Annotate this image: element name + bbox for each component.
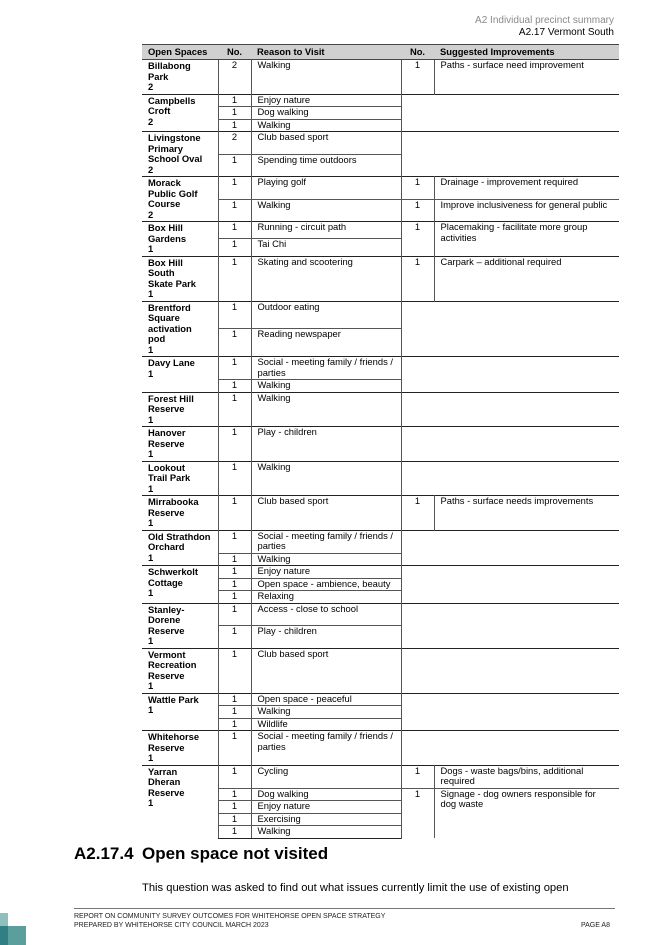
open-space-name-line: Reserve [148, 506, 185, 518]
reason-count: 1 [218, 392, 251, 427]
footer-divider [74, 908, 615, 909]
reason-text: Skating and scootering [251, 256, 401, 301]
open-space-name-line: Square [148, 312, 180, 323]
reason-count: 1 [218, 177, 251, 200]
reason-count: 1 [218, 706, 251, 719]
reason-count: 1 [218, 693, 251, 706]
reason-text: Reading newspaper [251, 329, 401, 357]
reason-count: 1 [218, 107, 251, 120]
reason-text: Walking [251, 461, 401, 496]
header-improvement-count: No. [401, 45, 434, 60]
open-space-name-line: Box Hill South [148, 256, 183, 278]
improvement-empty [401, 461, 619, 496]
reason-text: Walking [251, 199, 401, 222]
table-row [142, 731, 619, 766]
open-space-name-line: Whitehorse [148, 731, 200, 742]
footer-decoration [8, 926, 26, 945]
reason-count: 1 [218, 461, 251, 496]
open-space-name-line: Reserve [148, 624, 185, 636]
reason-text: Relaxing [251, 591, 401, 604]
reason-count: 1 [218, 199, 251, 222]
open-space-name-line: 1 [148, 448, 154, 459]
table-row [142, 648, 619, 693]
improvement-empty [401, 566, 619, 604]
improvement-count: 1 [401, 496, 434, 531]
open-space-name [142, 357, 218, 393]
table-row [142, 256, 619, 301]
improvement-text: Paths - surface need improvement [434, 60, 619, 95]
table-row [142, 222, 619, 239]
reason-count: 1 [218, 718, 251, 731]
open-space-name-line: Public Golf [148, 187, 198, 199]
reason-text: Walking [251, 60, 401, 95]
open-space-name [142, 461, 218, 496]
table-row [142, 177, 619, 200]
table-row [142, 60, 619, 95]
reason-count: 1 [218, 788, 251, 801]
reason-text: Social - meeting family / friends / parties [251, 357, 401, 380]
reason-count: 1 [218, 256, 251, 301]
open-space-name-line: Mirrabooka [148, 496, 199, 507]
page-number: PAGE A8 [580, 922, 610, 929]
improvement-empty [401, 357, 619, 393]
reason-text: Open space - peaceful [251, 693, 401, 706]
improvement-empty [401, 132, 619, 177]
open-space-name [142, 60, 218, 95]
open-space-name-line: Brentford [148, 301, 191, 313]
open-space-name [142, 731, 218, 766]
open-space-name-line: Livingstone [148, 132, 201, 143]
reason-count: 1 [218, 222, 251, 239]
reason-text: Open space - ambience, beauty [251, 578, 401, 591]
reason-text: Dog walking [251, 788, 401, 801]
open-space-name-line: Yarran Dheran [148, 765, 181, 787]
section-paragraph: This question was asked to find out what issues currently limit the use of existing open [142, 882, 569, 894]
header-reason: Reason to Visit [251, 45, 401, 60]
reason-text: Running - circuit path [251, 222, 401, 239]
open-space-name-line: Davy Lane [148, 357, 195, 368]
open-space-name-line: Reserve [148, 437, 185, 449]
table-row [142, 496, 619, 531]
open-space-name-line: activation pod [148, 322, 192, 344]
open-space-name-line: 1 [148, 797, 154, 808]
reason-count: 1 [218, 530, 251, 553]
open-space-name-line: 2 [148, 115, 154, 127]
open-space-name-line: Course [148, 198, 181, 209]
reason-text: Social - meeting family / friends / parties [251, 530, 401, 553]
table-row [142, 693, 619, 706]
open-space-name-line: 1 [148, 367, 154, 379]
open-space-name-line: 1 [148, 752, 154, 763]
open-space-name-line: Reserve [148, 669, 185, 681]
open-space-name-line: 1 [148, 517, 154, 528]
header-section: A2 Individual precinct summary [475, 15, 614, 26]
open-space-name [142, 530, 218, 566]
open-space-name [142, 256, 218, 301]
open-space-name [142, 177, 218, 222]
improvement-count: 1 [401, 788, 434, 838]
section-heading [74, 844, 328, 864]
improvement-empty [401, 427, 619, 462]
open-space-name-line: School Oval [148, 153, 203, 164]
improvement-text: Signage - dog owners responsible for dog waste [434, 788, 619, 838]
reason-count: 1 [218, 329, 251, 357]
open-space-name-line: 1 [148, 243, 154, 254]
improvement-text: Improve inclusiveness for general public [434, 199, 619, 222]
improvement-empty [401, 648, 619, 693]
reason-text: Club based sport [251, 496, 401, 531]
open-space-name-line: Reserve [148, 741, 185, 753]
open-space-name-line: Trail Park [148, 472, 191, 483]
open-space-name-line: Wattle Park [148, 693, 199, 705]
footer-decoration [0, 926, 8, 945]
open-space-name [142, 603, 218, 648]
reason-text: Wildlife [251, 718, 401, 731]
reason-count: 1 [218, 566, 251, 579]
reason-text: Club based sport [251, 132, 401, 155]
table-row [142, 427, 619, 462]
improvement-count: 1 [401, 765, 434, 788]
open-space-name-line: 2 [148, 208, 154, 220]
reason-text: Exercising [251, 813, 401, 826]
reason-count: 1 [218, 553, 251, 566]
improvement-empty [401, 392, 619, 427]
open-space-name-line: 1 [148, 551, 154, 563]
open-space-name [142, 301, 218, 357]
open-space-name-line: Reserve [148, 403, 185, 414]
table-row [142, 94, 619, 107]
reason-count: 1 [218, 603, 251, 626]
improvement-text: Paths - surface needs improvements [434, 496, 619, 531]
table-row [142, 765, 619, 788]
reason-count: 1 [218, 765, 251, 788]
improvement-text: Placemaking - facilitate more group activities [434, 222, 619, 257]
open-space-name-line: Hanover [148, 427, 186, 438]
reason-text: Outdoor eating [251, 301, 401, 329]
reason-text: Access - close to school [251, 603, 401, 626]
open-space-name-line: Stanley-Dorene [148, 603, 185, 625]
open-space-name-line: Gardens [148, 232, 187, 244]
improvement-empty [401, 530, 619, 566]
open-space-name-line: Schwerkolt [148, 566, 199, 577]
reason-count: 1 [218, 813, 251, 826]
header-reason-count: No. [218, 45, 251, 60]
reason-count: 1 [218, 578, 251, 591]
open-space-name [142, 693, 218, 731]
improvement-empty [401, 301, 619, 357]
table-row [142, 566, 619, 579]
open-space-name [142, 566, 218, 604]
reason-count: 2 [218, 132, 251, 155]
improvement-empty [401, 731, 619, 766]
open-spaces-table [142, 44, 619, 839]
table-row [142, 603, 619, 626]
reason-count: 1 [218, 94, 251, 107]
section-number: A2.17.4 [74, 844, 134, 863]
table-row [142, 461, 619, 496]
open-space-name [142, 427, 218, 462]
reason-count: 1 [218, 154, 251, 177]
header-improvements: Suggested Improvements [434, 45, 619, 60]
reason-text: Dog walking [251, 107, 401, 120]
open-space-name-line: Primary [148, 142, 183, 154]
footer-decoration [0, 913, 8, 926]
open-space-name-line: 1 [148, 413, 154, 425]
reason-count: 1 [218, 826, 251, 839]
open-space-name-line: 1 [148, 288, 154, 299]
table-row [142, 301, 619, 329]
open-space-name [142, 496, 218, 531]
open-space-name-line: Croft [148, 105, 171, 116]
open-space-name-line: 1 [148, 343, 154, 355]
open-space-name-line: 1 [148, 587, 154, 598]
open-space-name [142, 765, 218, 838]
reason-count: 1 [218, 731, 251, 766]
reason-count: 1 [218, 380, 251, 393]
reason-text: Enjoy nature [251, 94, 401, 107]
open-space-name-line: Orchard [148, 541, 185, 552]
open-space-name-line: Recreation [148, 659, 197, 670]
improvement-empty [401, 94, 619, 132]
open-space-name-line: Skate Park [148, 277, 196, 289]
reason-text: Walking [251, 553, 401, 566]
open-space-name-line: 1 [148, 680, 154, 691]
reason-text: Playing golf [251, 177, 401, 200]
reason-count: 1 [218, 357, 251, 380]
reason-text: Play - children [251, 427, 401, 462]
reason-text: Enjoy nature [251, 801, 401, 814]
open-space-name-line: 2 [148, 163, 154, 175]
open-space-name [142, 94, 218, 132]
open-space-name [142, 222, 218, 257]
open-space-name-line: Old Strathdon [148, 530, 211, 542]
reason-count: 1 [218, 626, 251, 649]
open-space-name-line: Reserve [148, 786, 185, 798]
open-space-name-line: Forest Hill [148, 392, 194, 404]
header-subsection: A2.17 Vermont South [518, 27, 614, 38]
improvement-text: Drainage - improvement required [434, 177, 619, 200]
footer-report-title: REPORT ON COMMUNITY SURVEY OUTCOMES FOR WHITEHORSE OPEN SPACE STRATEGY [74, 913, 386, 920]
table-row [142, 357, 619, 380]
open-space-name-line: 2 [148, 81, 154, 92]
table-body [142, 60, 619, 839]
reason-text: Walking [251, 380, 401, 393]
table-row [142, 132, 619, 155]
table-row [142, 392, 619, 427]
header-open-spaces: Open Spaces [142, 45, 218, 60]
improvement-empty [401, 603, 619, 648]
reason-text: Social - meeting family / friends / parties [251, 731, 401, 766]
open-space-name-line: Lookout [148, 461, 185, 473]
improvement-count: 1 [401, 256, 434, 301]
reason-count: 1 [218, 427, 251, 462]
reason-text: Club based sport [251, 648, 401, 693]
reason-text: Enjoy nature [251, 566, 401, 579]
reason-text: Tai Chi [251, 239, 401, 256]
reason-count: 2 [218, 60, 251, 95]
reason-text: Walking [251, 826, 401, 839]
open-space-name-line: 1 [148, 635, 154, 646]
open-space-name [142, 392, 218, 427]
reason-text: Walking [251, 119, 401, 132]
open-space-name-line: Morack [148, 177, 181, 188]
reason-count: 1 [218, 648, 251, 693]
improvement-count: 1 [401, 199, 434, 222]
reason-text: Walking [251, 706, 401, 719]
improvement-text: Dogs - waste bags/bins, additional required [434, 765, 619, 788]
reason-count: 1 [218, 801, 251, 814]
reason-text: Spending time outdoors [251, 154, 401, 177]
improvement-empty [401, 693, 619, 731]
reason-count: 1 [218, 591, 251, 604]
improvement-text: Carpark – additional required [434, 256, 619, 301]
footer-prepared-by: PREPARED BY WHITEHORSE CITY COUNCIL MARCH 2023 [74, 922, 269, 929]
open-space-name-line: Vermont [148, 648, 186, 660]
reason-count: 1 [218, 239, 251, 256]
open-space-name-line: 1 [148, 482, 154, 494]
improvement-count: 1 [401, 222, 434, 257]
table-row [142, 530, 619, 553]
reason-count: 1 [218, 119, 251, 132]
open-space-name-line: Campbells [148, 94, 196, 106]
open-space-name-line: Billabong Park [148, 60, 191, 82]
table-header-row [142, 45, 619, 60]
improvement-count: 1 [401, 60, 434, 95]
reason-text: Play - children [251, 626, 401, 649]
open-space-name [142, 648, 218, 693]
reason-text: Cycling [251, 765, 401, 788]
open-space-name-line: 1 [148, 704, 154, 715]
reason-count: 1 [218, 496, 251, 531]
open-space-name-line: Box Hill [148, 222, 183, 233]
section-title: Open space not visited [142, 844, 329, 863]
improvement-count: 1 [401, 177, 434, 200]
open-space-name-line: Cottage [148, 576, 183, 588]
reason-count: 1 [218, 301, 251, 329]
open-space-name [142, 132, 218, 177]
reason-text: Walking [251, 392, 401, 427]
